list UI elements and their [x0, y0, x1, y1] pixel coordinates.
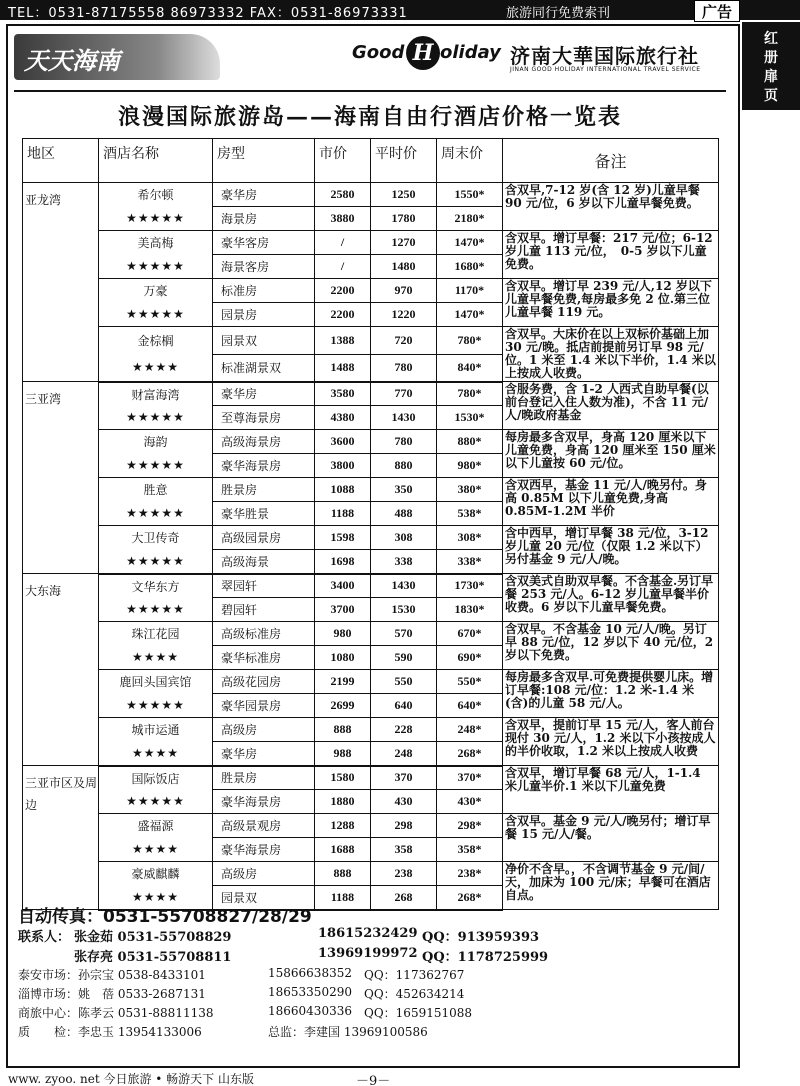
- market-price: 1688: [315, 838, 371, 862]
- room-type: 胜景房: [213, 766, 315, 790]
- weekday-price: 268: [371, 886, 437, 910]
- table-row: [23, 327, 719, 355]
- star-rating: ★★★★★: [99, 255, 213, 279]
- logo-left-text: 天天海南: [24, 46, 120, 75]
- room-type: 高级园景房: [213, 526, 315, 550]
- market-price: 988: [315, 742, 371, 766]
- weekday-price: 358: [371, 838, 437, 862]
- room-type: 胜景房: [213, 478, 315, 502]
- weekday-price: 1430: [371, 574, 437, 598]
- market-price: 2699: [315, 694, 371, 718]
- header-room: 房型: [213, 139, 315, 183]
- room-type: 豪华胜景: [213, 502, 315, 526]
- logo-good-text: Good: [352, 42, 405, 63]
- table-row: [23, 430, 719, 454]
- weekend-price: 980*: [437, 454, 503, 478]
- hotel-note: 含双早。增订早 239 元/人,12 岁以下儿童早餐免费,每房最多免 2 位.第三位儿童早餐 119 元。: [503, 279, 719, 327]
- room-type: 豪华房: [213, 382, 315, 406]
- market-price: 980: [315, 622, 371, 646]
- tel-fax-text: TEL：0531-87175558 86973332 FAX：0531-86973331: [8, 6, 408, 21]
- table-row: [23, 670, 719, 694]
- weekday-price: 1220: [371, 303, 437, 327]
- weekend-price: 430*: [437, 790, 503, 814]
- contact-name-phone: 张金茹 0531-55708829: [74, 930, 232, 945]
- weekend-price: 238*: [437, 862, 503, 886]
- room-type: 标准湖景双: [213, 354, 315, 382]
- market-price: 1188: [315, 502, 371, 526]
- weekend-price: 2180*: [437, 207, 503, 231]
- page-footer: [0, 1068, 800, 1086]
- contact-qq: QQ：913959393: [422, 930, 540, 945]
- weekday-price: 1530: [371, 598, 437, 622]
- weekday-price: 780: [371, 354, 437, 382]
- weekend-price: 1680*: [437, 255, 503, 279]
- star-rating: ★★★★★: [99, 550, 213, 574]
- market-price: 1880: [315, 790, 371, 814]
- hotel-note: 含双美式自助双早餐。不含基金.另订早餐 253 元/人。6-12 岁儿童早餐半价收费。6 岁以下儿童早餐免费。: [503, 574, 719, 622]
- header-rule: [14, 90, 726, 92]
- side-tab: [742, 22, 800, 110]
- weekend-price: 268*: [437, 886, 503, 910]
- room-type: 园景双: [213, 886, 315, 910]
- room-type: 豪华园景房: [213, 694, 315, 718]
- table-row: [23, 862, 719, 886]
- weekday-price: 338: [371, 550, 437, 574]
- weekday-price: 590: [371, 646, 437, 670]
- hotel-note: 每房最多含双早，身高 120 厘米以下儿童免费，身高 120 厘米至 150 厘米以下儿童按 60 元/位。: [503, 430, 719, 478]
- weekday-price: 298: [371, 814, 437, 838]
- contact-qq: QQ：1178725999: [422, 950, 549, 965]
- page-title: 浪漫国际旅游岛——海南自由行酒店价格一览表: [117, 104, 622, 130]
- star-rating: ★★★★: [99, 742, 213, 766]
- table-row: [23, 382, 719, 406]
- weekday-price: 1250: [371, 183, 437, 207]
- company-name-en: JINAN GOOD HOLIDAY INTERNATIONAL TRAVEL SERVICE: [510, 66, 701, 73]
- room-type: 高级房: [213, 718, 315, 742]
- hotel-name: 万豪: [99, 279, 213, 303]
- header-hotel: 酒店名称: [99, 139, 213, 183]
- hotel-name: 盛福源: [99, 814, 213, 838]
- market-price: 2200: [315, 279, 371, 303]
- weekend-price: 358*: [437, 838, 503, 862]
- hotel-name: 国际饭店: [99, 766, 213, 790]
- weekend-price: 538*: [437, 502, 503, 526]
- region-cell: 三亚湾: [23, 382, 99, 574]
- market-price: 3600: [315, 430, 371, 454]
- contact-label: 联系人：: [18, 930, 71, 945]
- side-tab-char: 红: [764, 31, 778, 47]
- logo-oliday-text: oliday: [440, 42, 501, 63]
- star-rating: ★★★★★: [99, 502, 213, 526]
- weekend-price: 248*: [437, 718, 503, 742]
- header-weekday: 平时价: [371, 139, 437, 183]
- qc-label: 质 检：李忠玉 13954133006: [18, 1025, 202, 1039]
- contact-row: [18, 946, 728, 966]
- hotel-note: 含中西早，增订早餐 38 元/位，3-12 岁儿童 20 元/位（仅限 1.2 米以下）另付基金 9 元/人/晚。: [503, 526, 719, 574]
- slogan-text: 旅游同行免费索刊: [506, 6, 611, 21]
- station-qq: QQ：452634214: [364, 987, 465, 1001]
- market-price: 1388: [315, 327, 371, 355]
- contact-name-phone: 张存亮 0531-55708811: [74, 950, 232, 965]
- weekday-price: 370: [371, 766, 437, 790]
- market-price: 3580: [315, 382, 371, 406]
- table-row: [23, 574, 719, 598]
- good-holiday-logo: [352, 36, 722, 76]
- weekday-price: 308: [371, 526, 437, 550]
- weekend-price: 880*: [437, 430, 503, 454]
- market-price: 2199: [315, 670, 371, 694]
- weekend-price: 780*: [437, 327, 503, 355]
- weekday-price: 1480: [371, 255, 437, 279]
- region-cell: 亚龙湾: [23, 183, 99, 382]
- side-tab-char: 册: [764, 50, 778, 66]
- station-mobile: 18660430336: [268, 1004, 352, 1018]
- room-type: 标准房: [213, 279, 315, 303]
- market-price: 1288: [315, 814, 371, 838]
- hotel-note: 净价不含早。，不含调节基金 9 元/间/天，加床为 100 元/床；早餐可在酒店自点。: [503, 862, 719, 910]
- footer-website: www. zyoo. net 今日旅游 • 畅游天下 山东版: [8, 1072, 254, 1086]
- ad-badge: 广告: [694, 0, 740, 22]
- station-label: 商旅中心：陈孝云 0531-88811138: [18, 1006, 214, 1020]
- star-rating: ★★★★★: [99, 303, 213, 327]
- qc-row: [18, 1023, 728, 1042]
- market-price: /: [315, 231, 371, 255]
- market-price: 1598: [315, 526, 371, 550]
- table-row: [23, 183, 719, 207]
- page-header: [8, 28, 734, 94]
- market-price: 3880: [315, 207, 371, 231]
- weekday-price: 1430: [371, 406, 437, 430]
- weekday-price: 970: [371, 279, 437, 303]
- market-price: 3700: [315, 598, 371, 622]
- table-row: [23, 814, 719, 838]
- logo-h-mark: H: [406, 36, 440, 70]
- station-row: [18, 966, 728, 985]
- hotel-name: 文华东方: [99, 574, 213, 598]
- weekend-price: 780*: [437, 382, 503, 406]
- market-price: /: [315, 255, 371, 279]
- tiantian-hainan-logo: [14, 34, 220, 80]
- side-tab-char: 扉: [764, 69, 778, 85]
- weekday-price: 880: [371, 454, 437, 478]
- weekend-price: 1470*: [437, 303, 503, 327]
- header-market: 市价: [315, 139, 371, 183]
- hotel-name: 金棕榈: [99, 327, 213, 355]
- contact-section: [18, 902, 728, 1042]
- side-tab-char: 页: [764, 88, 778, 104]
- weekday-price: 780: [371, 430, 437, 454]
- room-type: 豪华海景房: [213, 838, 315, 862]
- auto-fax: 自动传真：0531-55708827/28/29: [18, 907, 312, 927]
- market-price: 2580: [315, 183, 371, 207]
- weekday-price: 1780: [371, 207, 437, 231]
- table-body: [23, 183, 719, 910]
- market-price: 1488: [315, 354, 371, 382]
- table-row: [23, 279, 719, 303]
- hotel-name: 希尔顿: [99, 183, 213, 207]
- room-type: 豪华房: [213, 183, 315, 207]
- market-price: 1088: [315, 478, 371, 502]
- hotel-name: 财富海湾: [99, 382, 213, 406]
- qc-manager: 总监：李建国 13969100586: [268, 1025, 428, 1039]
- hotel-note: 含双早，提前订早 15 元/人，客人前台现付 30 元/人，1.2 米以下小孩按成人的半价收取，1.2 米以上按成人收费: [503, 718, 719, 766]
- station-qq: QQ：1659151088: [364, 1006, 473, 1020]
- market-price: 888: [315, 718, 371, 742]
- star-rating: ★★★★★: [99, 598, 213, 622]
- table-header-row: [23, 139, 719, 183]
- market-price: 1188: [315, 886, 371, 910]
- table-row: [23, 718, 719, 742]
- weekend-price: 370*: [437, 766, 503, 790]
- hotel-price-table: [22, 138, 719, 911]
- weekend-price: 840*: [437, 354, 503, 382]
- weekend-price: 670*: [437, 622, 503, 646]
- weekend-price: 1730*: [437, 574, 503, 598]
- station-row: [18, 1004, 728, 1023]
- hotel-note: 含双早。不含基金 10 元/人/晚。另订早 88 元/位，12 岁以下 40 元/位，2 岁以下免费。: [503, 622, 719, 670]
- weekday-price: 488: [371, 502, 437, 526]
- table-row: [23, 478, 719, 502]
- hotel-note: 含双西早，基金 11 元/人/晚另付。身高 0.85M 以下儿童免费,身高 0.85M-1.2M 半价: [503, 478, 719, 526]
- star-rating: ★★★★★: [99, 790, 213, 814]
- room-type: 高级房: [213, 862, 315, 886]
- station-qq: QQ：117362767: [364, 968, 465, 982]
- region-cell: 大东海: [23, 574, 99, 766]
- weekday-price: 228: [371, 718, 437, 742]
- market-price: 888: [315, 862, 371, 886]
- weekday-price: 430: [371, 790, 437, 814]
- weekend-price: 1470*: [437, 231, 503, 255]
- market-price: 1698: [315, 550, 371, 574]
- hotel-name: 城市运通: [99, 718, 213, 742]
- contact-row: [18, 926, 728, 946]
- room-type: 高级海景房: [213, 430, 315, 454]
- page-number: －9－: [356, 1074, 391, 1086]
- hotel-name: 豪威麒麟: [99, 862, 213, 886]
- station-label: 淄博市场：姚 蓓 0533-2687131: [18, 987, 206, 1001]
- hotel-name: 大卫传奇: [99, 526, 213, 550]
- hotel-name: 珠江花园: [99, 622, 213, 646]
- hotel-note: 含双早,7-12 岁(含 12 岁)儿童早餐 90 元/位，6 岁以下儿童早餐免费。: [503, 183, 719, 231]
- hotel-note: 含双早。基金 9 元/人/晚另付；增订早餐 15 元/人/餐。: [503, 814, 719, 862]
- room-type: 海景客房: [213, 255, 315, 279]
- star-rating: ★★★★★: [99, 406, 213, 430]
- room-type: 高级花园房: [213, 670, 315, 694]
- weekend-price: 690*: [437, 646, 503, 670]
- star-rating: ★★★★★: [99, 207, 213, 231]
- weekday-price: 248: [371, 742, 437, 766]
- weekday-price: 720: [371, 327, 437, 355]
- market-price: 1080: [315, 646, 371, 670]
- weekend-price: 1530*: [437, 406, 503, 430]
- weekend-price: 1830*: [437, 598, 503, 622]
- room-type: 豪华标准房: [213, 646, 315, 670]
- weekday-price: 570: [371, 622, 437, 646]
- hotel-note: 每房最多含双早.可免费提供婴儿床。增订早餐:108 元/位：1.2 米-1.4 米(含)的儿童 58 元/人。: [503, 670, 719, 718]
- weekday-price: 550: [371, 670, 437, 694]
- market-price: 3400: [315, 574, 371, 598]
- hotel-name: 海韵: [99, 430, 213, 454]
- weekend-price: 640*: [437, 694, 503, 718]
- room-type: 豪华海景房: [213, 454, 315, 478]
- company-name-cn: 济南大華国际旅行社: [510, 44, 699, 68]
- station-label: 泰安市场：孙宗宝 0538-8433101: [18, 968, 206, 982]
- star-rating: ★★★★: [99, 886, 213, 910]
- weekend-price: 268*: [437, 742, 503, 766]
- weekend-price: 1170*: [437, 279, 503, 303]
- weekend-price: 298*: [437, 814, 503, 838]
- room-type: 高级标准房: [213, 622, 315, 646]
- hotel-name: 美高梅: [99, 231, 213, 255]
- room-type: 至尊海景房: [213, 406, 315, 430]
- weekend-price: 338*: [437, 550, 503, 574]
- room-type: 园景双: [213, 327, 315, 355]
- weekday-price: 350: [371, 478, 437, 502]
- market-price: 2200: [315, 303, 371, 327]
- weekday-price: 238: [371, 862, 437, 886]
- room-type: 翠园轩: [213, 574, 315, 598]
- weekend-price: 1550*: [437, 183, 503, 207]
- room-type: 高级海景: [213, 550, 315, 574]
- star-rating: ★★★★★: [99, 454, 213, 478]
- hotel-name: 胜意: [99, 478, 213, 502]
- table-row: [23, 766, 719, 790]
- contact-mobile: 18615232429: [318, 926, 418, 941]
- star-rating: ★★★★: [99, 354, 213, 382]
- weekday-price: 640: [371, 694, 437, 718]
- station-mobile: 15866638352: [268, 966, 352, 980]
- station-mobile: 18653350290: [268, 985, 352, 999]
- weekend-price: 308*: [437, 526, 503, 550]
- contact-mobile: 13969199972: [318, 946, 418, 961]
- table-row: [23, 231, 719, 255]
- room-type: 碧园轩: [213, 598, 315, 622]
- top-bar: [0, 0, 800, 20]
- market-price: 4380: [315, 406, 371, 430]
- star-rating: ★★★★: [99, 838, 213, 862]
- room-type: 园景房: [213, 303, 315, 327]
- room-type: 豪华海景房: [213, 790, 315, 814]
- weekend-price: 380*: [437, 478, 503, 502]
- hotel-note: 含双早。增订早餐：217 元/位；6-12 岁儿童 113 元/位， 0-5 岁以下儿童免费。: [503, 231, 719, 279]
- weekend-price: 550*: [437, 670, 503, 694]
- hotel-name: 鹿回头国宾馆: [99, 670, 213, 694]
- market-price: 3800: [315, 454, 371, 478]
- room-type: 豪华客房: [213, 231, 315, 255]
- room-type: 高级景观房: [213, 814, 315, 838]
- market-price: 1580: [315, 766, 371, 790]
- weekday-price: 770: [371, 382, 437, 406]
- hotel-note: 含双早，增订早餐 68 元/人，1-1.4 米儿童半价.1 米以下儿童免费: [503, 766, 719, 814]
- weekday-price: 1270: [371, 231, 437, 255]
- star-rating: ★★★★: [99, 646, 213, 670]
- star-rating: ★★★★★: [99, 694, 213, 718]
- region-cell: 三亚市区及周边: [23, 766, 99, 910]
- hotel-note: 含双早。大床价在以上双标价基础上加 30 元/晚。抵店前提前另订早 98 元/位。1 米至 1.4 米以下半价，1.4 米以上按成人收费。: [503, 327, 719, 382]
- room-type: 豪华房: [213, 742, 315, 766]
- table-row: [23, 622, 719, 646]
- table-row: [23, 526, 719, 550]
- station-row: [18, 985, 728, 1004]
- header-note: 备注: [503, 139, 719, 183]
- header-weekend: 周末价: [437, 139, 503, 183]
- room-type: 海景房: [213, 207, 315, 231]
- header-region: 地区: [23, 139, 99, 183]
- hotel-note: 含服务费，含 1-2 人西式自助早餐(以前台登记入住人数为准)，不含 11 元/人/晚政府基金: [503, 382, 719, 430]
